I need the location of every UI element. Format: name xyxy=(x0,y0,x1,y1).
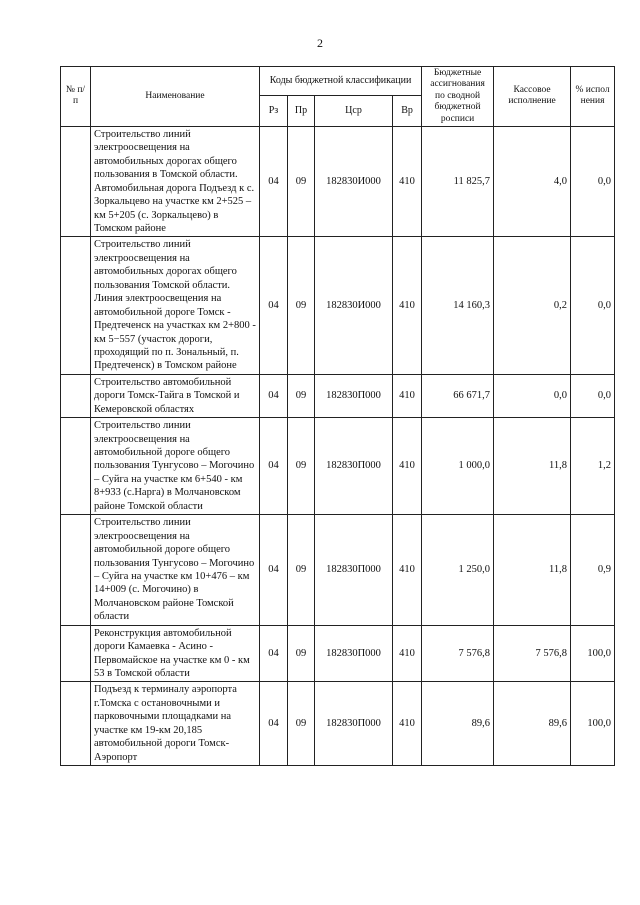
header-pr: Пр xyxy=(288,95,315,126)
row-csr: 182830П000 xyxy=(315,625,393,682)
row-vr: 410 xyxy=(393,418,422,515)
header-codes: Коды бюджетной классификации xyxy=(260,67,422,96)
table-header-row xyxy=(61,67,615,96)
row-csr: 182830П000 xyxy=(315,515,393,626)
row-rz: 04 xyxy=(260,126,288,237)
row-vr: 410 xyxy=(393,682,422,766)
row-name: Реконструкция автомобильной дороги Камаевка - Асино - Первомайское на участке км 0 - км 53 в Томской области xyxy=(91,625,260,682)
row-rz: 04 xyxy=(260,625,288,682)
header-cash: Кассовое исполнение xyxy=(494,67,571,127)
row-num xyxy=(61,126,91,237)
row-cash: 7 576,8 xyxy=(494,625,571,682)
header-percent: % испол нения xyxy=(571,67,615,127)
row-cash: 0,2 xyxy=(494,237,571,374)
row-pr: 09 xyxy=(288,237,315,374)
row-pr: 09 xyxy=(288,625,315,682)
row-percent: 0,0 xyxy=(571,237,615,374)
header-name: Наименование xyxy=(91,67,260,127)
row-cash: 11,8 xyxy=(494,418,571,515)
header-csr: Цср xyxy=(315,95,393,126)
row-budget: 66 671,7 xyxy=(422,374,494,417)
row-vr: 410 xyxy=(393,515,422,626)
row-budget: 14 160,3 xyxy=(422,237,494,374)
row-pr: 09 xyxy=(288,126,315,237)
row-num xyxy=(61,682,91,766)
row-rz: 04 xyxy=(260,237,288,374)
row-rz: 04 xyxy=(260,418,288,515)
row-budget: 7 576,8 xyxy=(422,625,494,682)
row-percent: 100,0 xyxy=(571,625,615,682)
row-budget: 1 250,0 xyxy=(422,515,494,626)
row-percent: 1,2 xyxy=(571,418,615,515)
row-budget: 1 000,0 xyxy=(422,418,494,515)
row-budget: 11 825,7 xyxy=(422,126,494,237)
page-number: 2 xyxy=(317,36,323,50)
table-row xyxy=(61,418,615,515)
row-num xyxy=(61,418,91,515)
header-budget: Бюджетные ассигнования по сводной бюджетной росписи xyxy=(422,67,494,127)
row-cash: 89,6 xyxy=(494,682,571,766)
row-cash: 4,0 xyxy=(494,126,571,237)
row-cash: 11,8 xyxy=(494,515,571,626)
budget-table xyxy=(60,66,615,766)
row-name: Строительство линии электроосвещения на автомобильной дороге общего пользования Тунгусово – Могочино – Суйга на участке км 6+540 - км 8+933 (с.Нарга) в Молчановском районе Томской области xyxy=(91,418,260,515)
row-csr: 182830И000 xyxy=(315,126,393,237)
row-pr: 09 xyxy=(288,682,315,766)
row-percent: 0,0 xyxy=(571,126,615,237)
table-row xyxy=(61,625,615,682)
row-percent: 0,0 xyxy=(571,374,615,417)
row-rz: 04 xyxy=(260,682,288,766)
row-budget: 89,6 xyxy=(422,682,494,766)
row-rz: 04 xyxy=(260,515,288,626)
row-num xyxy=(61,374,91,417)
row-csr: 182830П000 xyxy=(315,418,393,515)
row-pr: 09 xyxy=(288,374,315,417)
row-vr: 410 xyxy=(393,625,422,682)
row-percent: 100,0 xyxy=(571,682,615,766)
table-row xyxy=(61,126,615,237)
row-vr: 410 xyxy=(393,374,422,417)
row-num xyxy=(61,625,91,682)
row-csr: 182830И000 xyxy=(315,237,393,374)
row-rz: 04 xyxy=(260,374,288,417)
row-csr: 182830П000 xyxy=(315,374,393,417)
row-num xyxy=(61,237,91,374)
row-name: Строительство линий электроосвещения на автомобильных дорогах общего пользования в Томской области. Автомобильная дорога Подъезд к с. Зоркальцево на участке км 2+525 – км 5+205 (с. Зоркальцево) в Томском районе xyxy=(91,126,260,237)
table-row xyxy=(61,237,615,374)
row-vr: 410 xyxy=(393,237,422,374)
row-name: Строительство линии электроосвещения на автомобильной дороге общего пользования Тунгусово – Могочино – Суйга на участке км 10+476 – км 14+009 (с. Могочино) в Молчановском районе Томской области xyxy=(91,515,260,626)
row-num xyxy=(61,515,91,626)
row-name: Подъезд к терминалу аэропорта г.Томска с остановочными и парковочными площадками на участке км 19-км 20,185 автомобильной дороги Томск-Аэропорт xyxy=(91,682,260,766)
row-name: Строительство линий электроосвещения на автомобильных дорогах общего пользования Томской области. Линия электроосвещения на автомобильной дороге Томск - Предтеченск на участках км 2+800 - км 5−557 (участок дороги, проходящий по п. Зональный, п. Предтеченск) в Томском районе xyxy=(91,237,260,374)
header-rz: Рз xyxy=(260,95,288,126)
table-row xyxy=(61,682,615,766)
row-cash: 0,0 xyxy=(494,374,571,417)
row-name: Строительство автомобильной дороги Томск-Тайга в Томской и Кемеровской областях xyxy=(91,374,260,417)
header-num: № п/п xyxy=(61,67,91,127)
row-pr: 09 xyxy=(288,418,315,515)
table-row xyxy=(61,374,615,417)
row-vr: 410 xyxy=(393,126,422,237)
row-pr: 09 xyxy=(288,515,315,626)
header-vr: Вр xyxy=(393,95,422,126)
row-percent: 0,9 xyxy=(571,515,615,626)
row-csr: 182830П000 xyxy=(315,682,393,766)
table-row xyxy=(61,515,615,626)
